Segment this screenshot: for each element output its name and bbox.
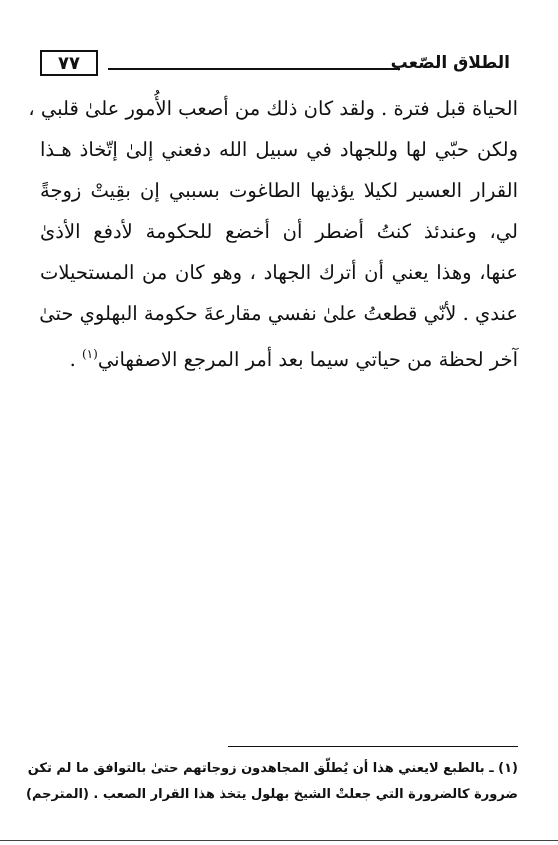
running-title: الطلاق الصّعب [390, 53, 510, 73]
end-punctuation: . [69, 348, 82, 371]
footnote-marker: (١) [81, 347, 98, 361]
footnote-line: ضرورة كالضرورة التي جعلتْ الشيخ بهلول يتخذ هذا القرار الصعب . (المترجم) [26, 787, 518, 802]
body-line: ولكن حبّي لها وللجهاد في سبيل الله دفعني إلىٰ إتّخاذ هـذا [40, 138, 518, 161]
page-bottom-edge [0, 840, 558, 841]
footnote-line: (١) ـ بالطبع لايعني هذا أن يُطلّق المجاهدون زوجاتهم حتىٰ بالتوافق ما لم تكن [27, 761, 518, 776]
body-line-last [40, 334, 518, 375]
body-line: الحياة قبل فترة . ولقد كان ذلك من أصعب الأُمور علىٰ قلبي ، [28, 97, 518, 120]
footnote-rule [228, 746, 518, 747]
footnote [26, 756, 518, 808]
body-line: القرار العسير لكيلا يؤذيها الطاغوت بسببي إن بقِيتْ زوجةً [40, 179, 518, 202]
body-line: لي، وعندئذ كنتُ أضطر أن أخضع للحكومة لأدفع الأذىٰ [40, 220, 518, 243]
page-number: ٧٧ [58, 52, 80, 74]
body-line-text: آخر لحظة من حياتي سيما بعد أمر المرجع الاصفهاني [97, 348, 518, 371]
body-line: عندي . لأنّي قطعتُ علىٰ نفسي مقارعةَ حكومة البهلوي حتىٰ [39, 302, 518, 325]
header-rule [108, 68, 400, 70]
page-number-box [40, 50, 98, 76]
body-line: عنها، وهذا يعني أن أترك الجهاد ، وهو كان من المستحيلات [40, 261, 518, 284]
body-text [28, 88, 518, 375]
page-header [40, 46, 516, 80]
